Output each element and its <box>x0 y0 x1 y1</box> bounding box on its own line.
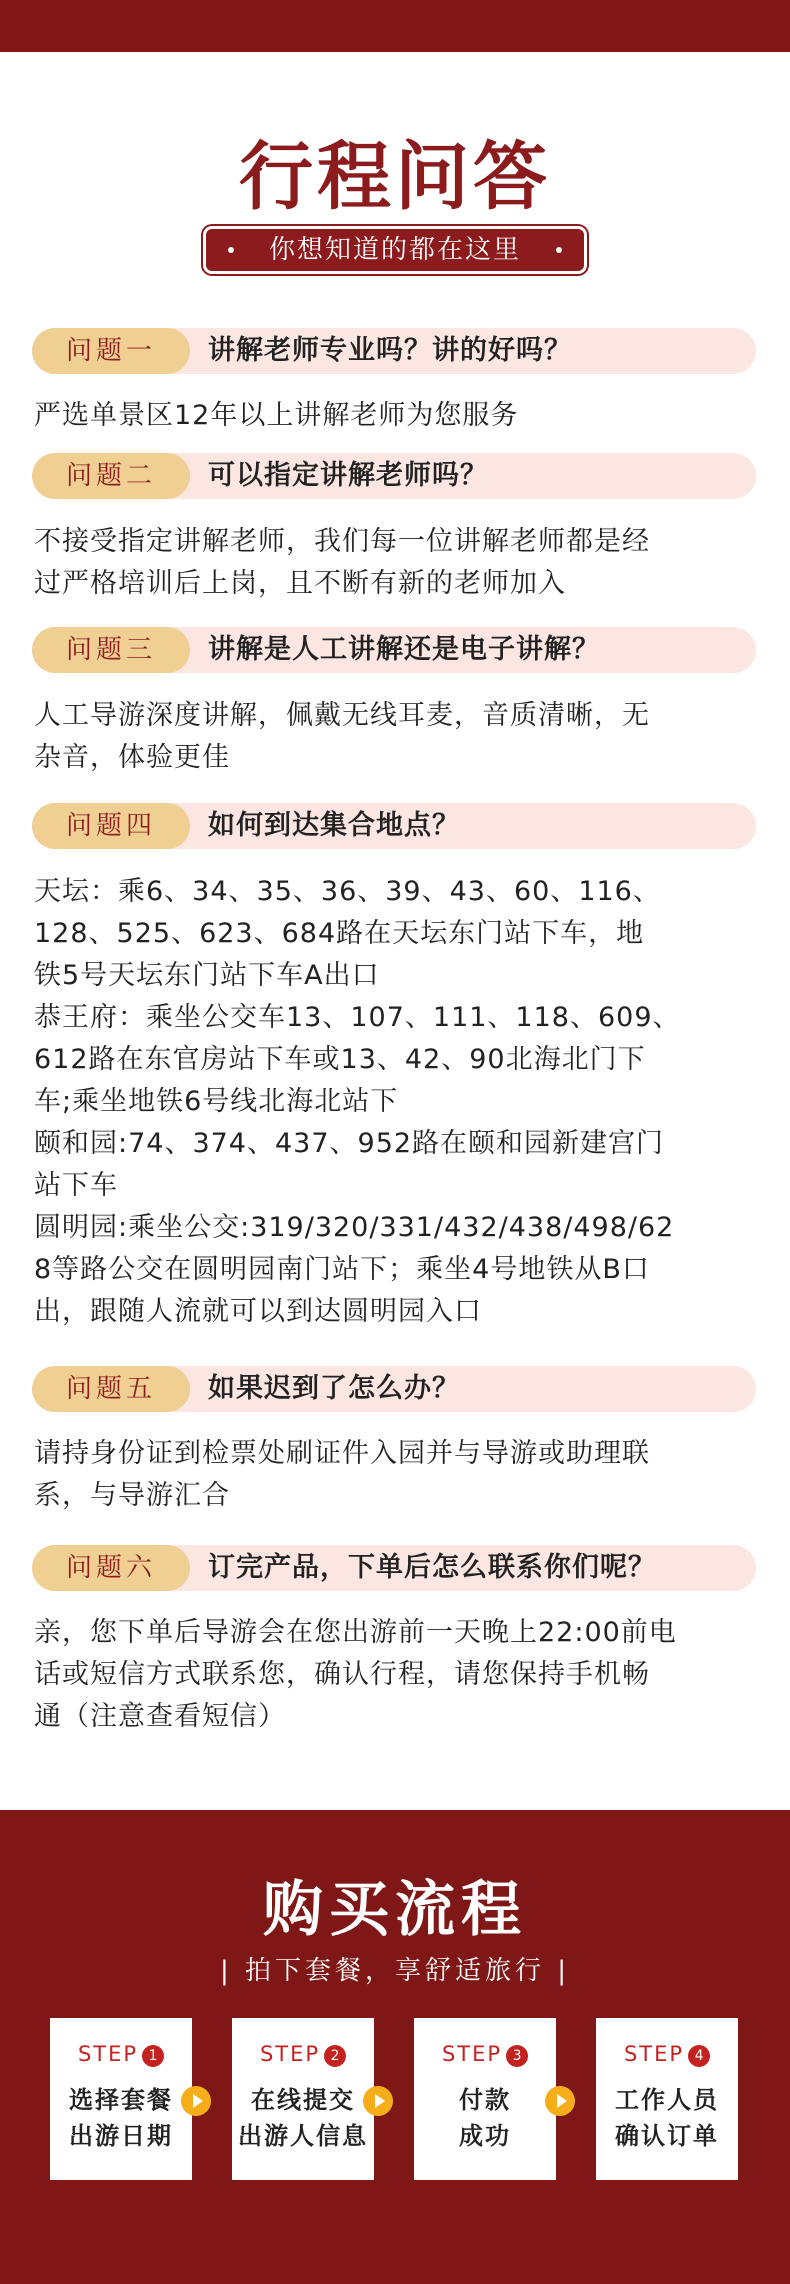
step-label <box>50 2042 192 2067</box>
faq-answer-1 <box>34 395 756 437</box>
arrow-right-icon <box>181 2086 211 2116</box>
arrow-right-icon <box>545 2086 575 2116</box>
question-text: 订完产品，下单后怎么联系你们呢？ <box>208 1552 656 1583</box>
answer-line: 128、525、623、684路在天坛东门站下车，地 <box>34 918 645 949</box>
faq-question-2 <box>32 453 756 499</box>
step-number-badge: 3 <box>506 2045 528 2067</box>
step-description <box>232 2082 374 2154</box>
step-label-text: STEP <box>77 2042 139 2066</box>
answer-line: 圆明园:乘坐公交:319/320/331/432/438/498/62 <box>34 1212 675 1243</box>
step-description <box>414 2082 556 2154</box>
answer-line: 通（注意查看短信） <box>34 1701 286 1732</box>
answer-line: 颐和园:74、374、437、952路在颐和园新建宫门 <box>34 1128 665 1159</box>
answer-line: 站下车 <box>34 1170 118 1201</box>
step-line: 出游日期 <box>69 2122 173 2150</box>
page-title: 行程问答 <box>239 134 551 220</box>
step-line: 确认订单 <box>615 2122 719 2150</box>
step-line: 工作人员 <box>615 2086 719 2114</box>
step-number-badge: 2 <box>324 2045 346 2067</box>
subtitle-banner <box>206 229 584 271</box>
step-line: 出游人信息 <box>238 2122 368 2150</box>
faq-question-1 <box>32 328 756 374</box>
step-label <box>596 2042 738 2067</box>
faq-question-4 <box>32 803 756 849</box>
question-text: 讲解老师专业吗？讲的好吗？ <box>208 335 572 366</box>
answer-line: 车;乘坐地铁6号线北海北站下 <box>34 1086 399 1117</box>
question-tag: 问题五 <box>32 1366 190 1412</box>
step-description <box>596 2082 738 2154</box>
answer-line: 铁5号天坛东门站下车A出口 <box>34 960 380 991</box>
purchase-flow-section <box>0 1810 790 2284</box>
question-tag: 问题四 <box>32 803 190 849</box>
step-line: 付款 <box>459 2086 511 2114</box>
step-label-text: STEP <box>259 2042 321 2066</box>
answer-line: 亲，您下单后导游会在您出游前一天晚上22:00前电 <box>34 1617 677 1648</box>
question-tag: 问题六 <box>32 1545 190 1591</box>
purchase-title: 购买流程 <box>263 1875 527 1945</box>
answer-line: 出，跟随人流就可以到达圆明园入口 <box>34 1296 482 1327</box>
question-tag: 问题三 <box>32 627 190 673</box>
purchase-subtitle: | 拍下套餐，享舒适旅行 | <box>219 1956 571 1986</box>
answer-line: 请持身份证到检票处刷证件入园并与导游或助理联 <box>34 1438 650 1469</box>
question-tag: 问题二 <box>32 453 190 499</box>
answer-line: 612路在东官房站下车或13、42、90北海北门下 <box>34 1044 646 1075</box>
step-label <box>232 2042 374 2067</box>
question-text: 可以指定讲解老师吗？ <box>208 460 488 491</box>
step-number-badge: 4 <box>688 2045 710 2067</box>
answer-line: 8等路公交在圆明园南门站下；乘坐4号地铁从B口 <box>34 1254 650 1285</box>
question-text: 讲解是人工讲解还是电子讲解？ <box>208 634 600 665</box>
step-number-badge: 1 <box>142 2045 164 2067</box>
top-banner-bar <box>0 0 790 52</box>
faq-question-5 <box>32 1366 756 1412</box>
question-tag: 问题一 <box>32 328 190 374</box>
step-card-2 <box>232 2018 374 2180</box>
dot-right-icon <box>556 247 562 253</box>
step-label-text: STEP <box>623 2042 685 2066</box>
step-card-1 <box>50 2018 192 2180</box>
faq-question-3 <box>32 627 756 673</box>
faq-answer-5 <box>34 1433 756 1517</box>
faq-answer-2 <box>34 521 756 605</box>
step-label <box>414 2042 556 2067</box>
answer-line: 不接受指定讲解老师，我们每一位讲解老师都是经 <box>34 526 650 557</box>
answer-line: 严选单景区12年以上讲解老师为您服务 <box>34 400 519 431</box>
answer-line: 过严格培训后上岗，且不断有新的老师加入 <box>34 568 566 599</box>
faq-answer-6 <box>34 1612 756 1738</box>
answer-line: 恭王府：乘坐公交车13、107、111、118、609、 <box>34 1002 681 1033</box>
step-description <box>50 2082 192 2154</box>
faq-answer-3 <box>34 695 756 779</box>
step-card-4 <box>596 2018 738 2180</box>
arrow-right-icon <box>363 2086 393 2116</box>
step-line: 在线提交 <box>251 2086 355 2114</box>
answer-line: 系，与导游汇合 <box>34 1480 230 1511</box>
answer-line: 人工导游深度讲解，佩戴无线耳麦，音质清晰，无 <box>34 700 650 731</box>
step-card-3 <box>414 2018 556 2180</box>
answer-line: 天坛：乘6、34、35、36、39、43、60、116、 <box>34 876 661 907</box>
question-text: 如果迟到了怎么办？ <box>208 1373 460 1404</box>
step-line: 成功 <box>459 2122 511 2150</box>
step-line: 选择套餐 <box>69 2086 173 2114</box>
answer-line: 杂音，体验更佳 <box>34 742 230 773</box>
answer-line: 话或短信方式联系您，确认行程，请您保持手机畅 <box>34 1659 650 1690</box>
faq-question-6 <box>32 1545 756 1591</box>
question-text: 如何到达集合地点？ <box>208 810 460 841</box>
step-label-text: STEP <box>441 2042 503 2066</box>
faq-answer-4 <box>34 871 756 1333</box>
subtitle-text: 你想知道的都在这里 <box>268 235 521 265</box>
